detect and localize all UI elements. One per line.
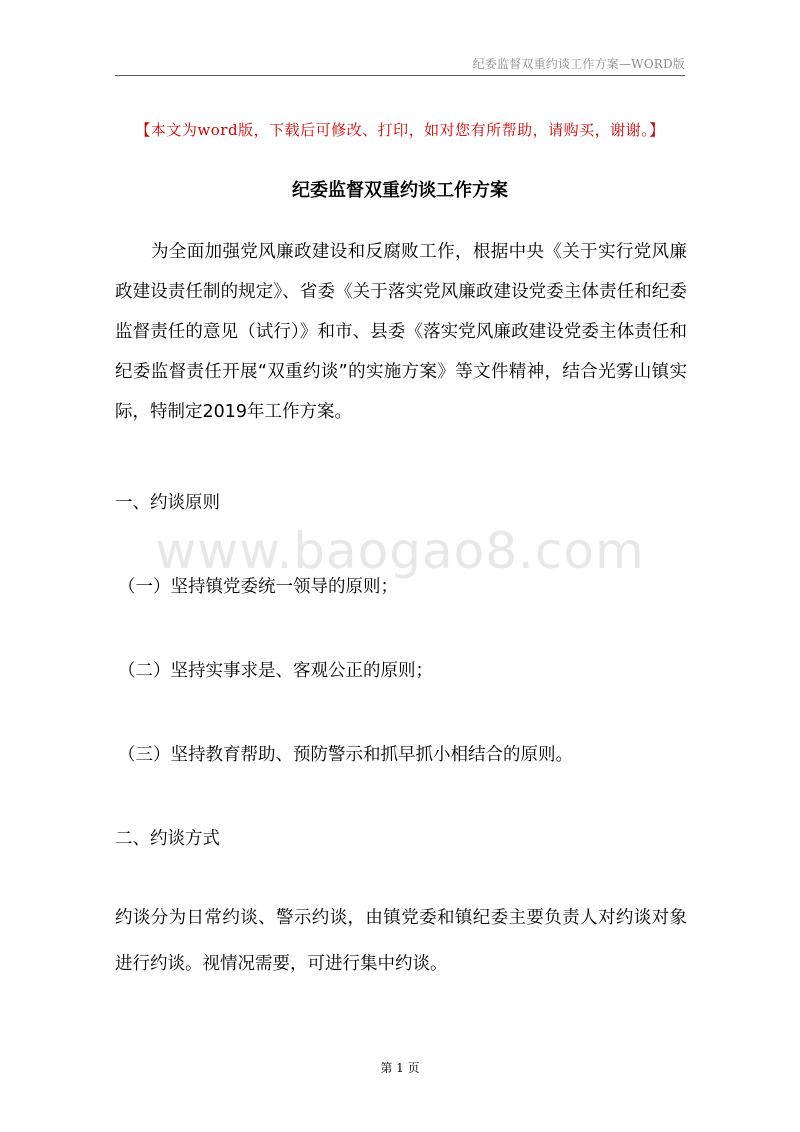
section-heading-methods: 二、约谈方式 xyxy=(115,829,220,849)
intro-paragraph: 为全面加强党风廉政建设和反腐败工作，根据中央《关于实行党风廉政建设责任制的规定》、省委《关于落实党风廉政建设党委主体责任和纪委监督责任的意见（试行）》和市、县委《落实党风廉政建设党委主体责任和纪委监督责任开展“双重约谈”的实施方案》等文件精神，结合光雾山镇实际，特制定2019年工作方案。 xyxy=(115,242,687,422)
section-heading-principles: 一、约谈原则 xyxy=(115,493,220,513)
watermark: www.baogao8.com xyxy=(155,522,645,580)
document-title: 纪委监督双重约谈工作方案 xyxy=(292,180,508,201)
page-number: 第 1 页 xyxy=(380,1061,420,1075)
running-header: 纪委监督双重约谈工作方案—WORD版 xyxy=(472,57,685,71)
principle-item: （一）坚持镇党委统一领导的原则； xyxy=(118,577,398,597)
principle-item: （三）坚持教育帮助、预防警示和抓早抓小相结合的原则。 xyxy=(118,745,573,765)
methods-paragraph: 约谈分为日常约谈、警示约谈，由镇党委和镇纪委主要负责人对约谈对象进行约谈。视情况需要，可进行集中约谈。 xyxy=(115,908,687,974)
principle-item: （二）坚持实事求是、客观公正的原则； xyxy=(118,661,433,681)
download-notice: 【本文为word版，下载后可修改、打印，如对您有所帮助，请购买，谢谢。】 xyxy=(135,121,665,139)
header-divider xyxy=(115,75,685,76)
